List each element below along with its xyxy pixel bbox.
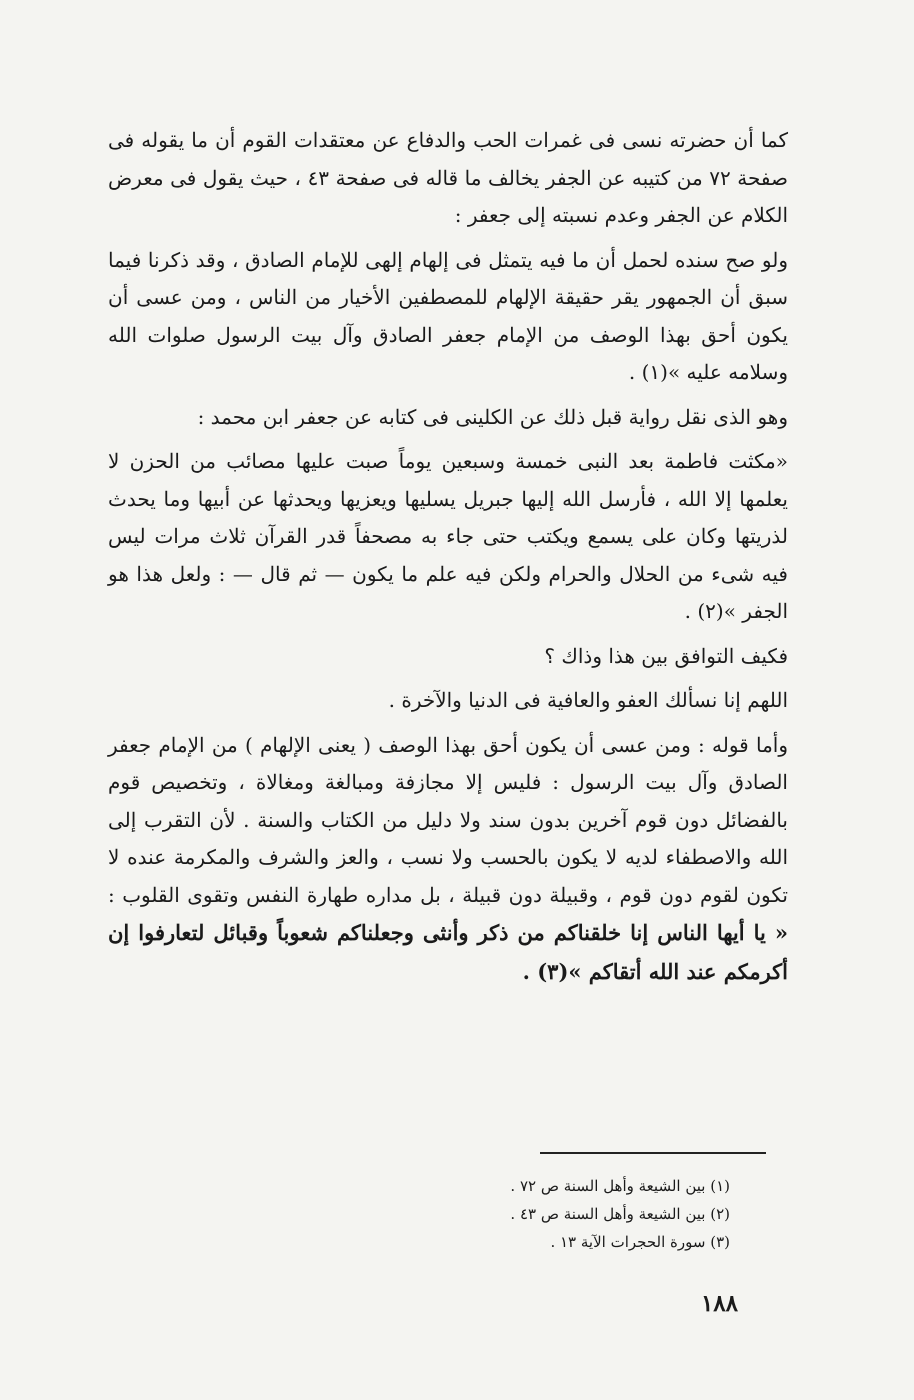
footnote-divider <box>540 1152 766 1154</box>
main-text <box>108 122 788 998</box>
quran-quote: « يا أيها الناس إنا خلقناكم من ذكر وأنثى وجعلناكم شعوباً وقبائل لتعارفوا إن أكرمكم عند الله أتقاكم »(٣) . <box>108 920 788 984</box>
paragraph-5-question: فكيف التوافق بين هذا وذاك ؟ <box>544 643 788 668</box>
footnote-2: (٢) بين الشيعة وأهل السنة ص ٤٣ . <box>510 1205 730 1223</box>
footnotes <box>300 1172 730 1256</box>
footnote-1: (١) بين الشيعة وأهل السنة ص ٧٢ . <box>510 1177 730 1195</box>
paragraph-3: وهو الذى نقل رواية قبل ذلك عن الكلينى فى كتابه عن جعفر ابن محمد : <box>197 404 788 429</box>
paragraph-7 <box>108 727 788 992</box>
paragraph-4-hadith-quote: «مكثت فاطمة بعد النبى خمسة وسبعين يوماً صبت عليها مصائب من الحزن لا يعلمها إلا الله ، فأرسل الله إليها جبريل يسليها ويعزيها ويحدثها عن أبيها وما يحدث لذريتها وكان على يسمع ويكتب حتى جاء به مصحفاً قدر القرآن ثلاث مرات ليس فيه شىء من الحلال والحرام ولكن فيه علم ما يكون — ثم قال — : ولعل هذا هو الجفر »(٢) . <box>108 449 788 623</box>
paragraph-1: كما أن حضرته نسى فى غمرات الحب والدفاع عن معتقدات القوم أن ما يقوله فى صفحة ٧٢ من كتيبه عن الجفر يخالف ما قاله فى صفحة ٤٣ ، حيث يقول فى معرض الكلام عن الجفر وعدم نسبته إلى جعفر : <box>108 128 788 227</box>
paragraph-6-supplication: اللهم إنا نسألك العفو والعافية فى الدنيا والآخرة . <box>388 688 788 712</box>
footnote-3: (٣) سورة الحجرات الآية ١٣ . <box>550 1233 730 1251</box>
page-number: ١٨٨ <box>700 1290 738 1317</box>
paragraph-7-text: وأما قوله : ومن عسى أن يكون أحق بهذا الوصف ( يعنى الإلهام ) من الإمام جعفر الصادق وآل بيت الرسول : فليس إلا مجازفة ومبالغة ومغالاة ، وتخصيص قوم بالفضائل دون قوم آخرين بدون سند ولا دليل من الكتاب والسنة . لأن التقرب إلى الله والاصطفاء لديه لا يكون بالحسب ولا نسب ، والعز والشرف والمكرمة عنده لا تكون لقوم دون قوم ، وقبيلة دون قبيلة ، بل مداره طهارة النفس وتقوى القلوب : <box>108 732 788 907</box>
paragraph-2: ولو صح سنده لحمل أن ما فيه يتمثل فى إلهام إلهى للإمام الصادق ، وقد ذكرنا فيما سبق أن الجمهور يقر حقيقة الإلهام للمصطفين الأخيار من الناس ، ومن عسى أن يكون أحق بهذا الوصف من الإمام جعفر الصادق وآل بيت الرسول صلوات الله وسلامه عليه »(١) . <box>108 247 788 384</box>
